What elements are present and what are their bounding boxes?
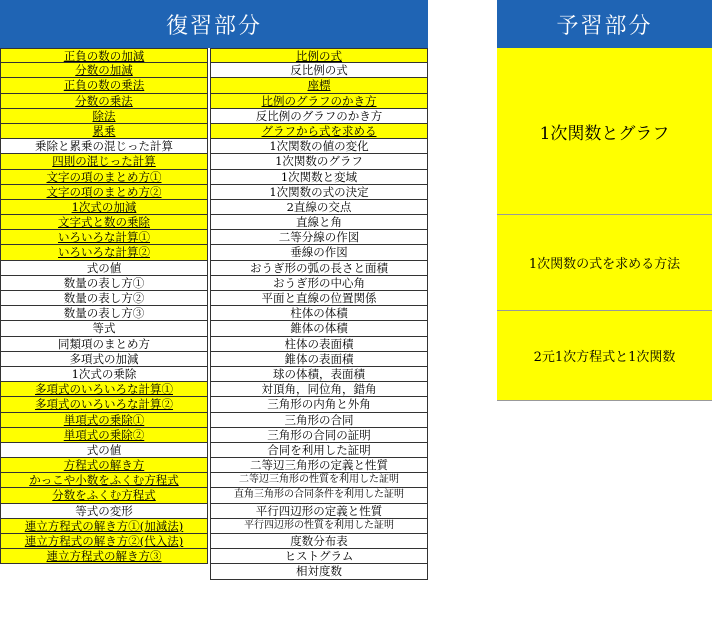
topic-label: 球の体積，表面積 [273, 366, 365, 381]
topic-row [210, 185, 428, 200]
topic-row [210, 564, 428, 579]
topic-row [210, 519, 428, 534]
topic-label: 平行四辺形の性質を利用した証明 [244, 519, 394, 531]
topic-row [210, 48, 428, 63]
topic-label: 数量の表し方① [63, 275, 145, 290]
topic-row [0, 488, 208, 503]
topic-row [210, 504, 428, 519]
topic-row [0, 519, 208, 534]
topic-row [0, 473, 208, 488]
topic-label: 多項式の加減 [69, 351, 139, 366]
topic-row [0, 139, 208, 154]
topic-label: 文字の項のまとめ方① [46, 169, 162, 184]
topic-row [0, 504, 208, 519]
topic-label: 連立方程式の解き方①(加減法) [24, 518, 184, 533]
topic-label: 1次関数と変域 [280, 169, 358, 184]
topic-label: 錐体の体積 [290, 321, 348, 336]
topic-row [0, 382, 208, 397]
review-column-middle [210, 48, 428, 580]
topic-label: 分数の乗法 [75, 93, 133, 108]
topic-row [0, 367, 208, 382]
topic-row [0, 352, 208, 367]
topic-label: 方程式の解き方 [63, 458, 145, 473]
topic-label: 二等辺三角形の定義と性質 [250, 458, 388, 473]
topic-label: 同類項のまとめ方 [58, 336, 150, 351]
topic-row [0, 458, 208, 473]
topic-label: 除法 [92, 108, 116, 123]
topic-row [0, 413, 208, 428]
topic-label: 三角形の合同の証明 [267, 427, 371, 442]
topic-row [210, 291, 428, 306]
topic-row [0, 443, 208, 458]
topic-row [0, 245, 208, 260]
topic-label: 平行四辺形の定義と性質 [255, 503, 383, 518]
topic-row [210, 170, 428, 185]
topic-label: 文字式と数の乗除 [58, 215, 150, 230]
topic-row [0, 185, 208, 200]
topic-row [0, 397, 208, 412]
topic-label: 錐体の表面積 [284, 351, 354, 366]
preview-section-header: 予習部分 [497, 0, 712, 48]
topic-label: 式の値 [86, 442, 122, 457]
topic-label: かっこや小数をふくむ方程式 [29, 473, 179, 488]
topic-label: 相対度数 [296, 564, 342, 579]
topic-label: 二等分線の作図 [278, 230, 360, 245]
topic-label: 多項式のいろいろな計算② [35, 397, 173, 412]
topic-row [210, 549, 428, 564]
topic-row [210, 109, 428, 124]
topic-row [0, 276, 208, 291]
topic-label: 三角形の内角と外角 [267, 397, 371, 412]
topic-row [210, 458, 428, 473]
topic-label: 1次関数のグラフ [275, 154, 363, 169]
topic-label: 直角三角形の合同条件を利用した証明 [234, 489, 404, 501]
topic-label: 反比例の式 [290, 63, 348, 78]
topic-label: 正負の数の加減 [63, 49, 145, 63]
topic-row [210, 382, 428, 397]
topic-label: 二等辺三角形の性質を利用した証明 [239, 474, 399, 486]
topic-row [210, 94, 428, 109]
topic-label: おうぎ形の中心角 [273, 275, 365, 290]
topic-row [0, 428, 208, 443]
topic-row [210, 124, 428, 139]
topic-row [0, 215, 208, 230]
topic-label: グラフから式を求める [261, 123, 377, 138]
topic-row [210, 337, 428, 352]
preview-item: 1次関数の式を求める方法 [497, 215, 712, 311]
topic-label: 四則の混じった計算 [52, 154, 156, 169]
topic-row [210, 306, 428, 321]
topic-label: 単項式の乗除① [63, 412, 145, 427]
preview-item: 1次関数とグラフ [497, 48, 712, 215]
topic-row [0, 170, 208, 185]
topic-label: 対頂角，同位角，錯角 [261, 382, 377, 397]
topic-row [210, 139, 428, 154]
preview-item: 2元1次方程式と1次関数 [497, 311, 712, 401]
topic-label: 1次関数の値の変化 [269, 139, 369, 154]
topic-label: 乗除と累乗の混じった計算 [35, 139, 173, 154]
review-section-header: 復習部分 [0, 0, 428, 48]
topic-row [210, 473, 428, 488]
topic-row [210, 245, 428, 260]
topic-label: 式の値 [86, 260, 122, 275]
topic-label: 文字の項のまとめ方② [46, 184, 162, 199]
topic-row [0, 109, 208, 124]
topic-label: いろいろな計算② [58, 245, 150, 260]
topic-row [210, 321, 428, 336]
topic-label: 単項式の乗除② [63, 427, 145, 442]
topic-label: いろいろな計算① [58, 230, 150, 245]
topic-row [0, 200, 208, 215]
topic-label: 柱体の体積 [290, 306, 348, 321]
topic-row [210, 352, 428, 367]
topic-row [210, 154, 428, 169]
topic-label: 連立方程式の解き方③ [46, 549, 162, 564]
topic-label: 平面と直線の位置関係 [261, 291, 377, 305]
topic-label: 累乗 [92, 123, 116, 138]
topic-row [0, 154, 208, 169]
topic-label: ヒストグラム [284, 549, 354, 564]
topic-row [0, 63, 208, 78]
topic-label: 1次式の加減 [71, 199, 137, 214]
topic-label: 分数の加減 [75, 63, 133, 78]
topic-row [210, 428, 428, 443]
topic-row [210, 215, 428, 230]
topic-label: 度数分布表 [290, 534, 348, 548]
preview-column [497, 48, 712, 401]
topic-row [0, 261, 208, 276]
topic-row [0, 321, 208, 336]
topic-label: 連立方程式の解き方②(代入法) [24, 534, 184, 548]
topic-row [0, 124, 208, 139]
topic-label: 合同を利用した証明 [267, 442, 371, 457]
topic-label: 1次式の乗除 [71, 366, 137, 381]
topic-label: 多項式のいろいろな計算① [35, 382, 173, 397]
topic-label: 比例の式 [296, 49, 342, 63]
topic-row [210, 443, 428, 458]
topic-label: 等式の変形 [75, 503, 133, 518]
topic-label: 三角形の合同 [284, 412, 354, 427]
review-column-left [0, 48, 208, 564]
topic-row [0, 291, 208, 306]
topic-row [210, 397, 428, 412]
topic-label: 等式 [92, 321, 116, 336]
topic-row [0, 78, 208, 93]
topic-label: おうぎ形の弧の長さと面積 [250, 260, 388, 275]
topic-row [210, 367, 428, 382]
topic-label: 分数をふくむ方程式 [52, 488, 156, 503]
topic-label: 数量の表し方③ [63, 306, 145, 321]
topic-label: 座標 [307, 78, 331, 93]
topic-label: 比例のグラフのかき方 [261, 93, 377, 108]
topic-label: 正負の数の乗法 [63, 78, 145, 93]
topic-label: 柱体の表面積 [284, 336, 354, 351]
topic-row [210, 63, 428, 78]
topic-row [0, 534, 208, 549]
topic-row [0, 337, 208, 352]
topic-row [0, 94, 208, 109]
topic-label: 2直線の交点 [286, 199, 352, 214]
topic-row [210, 261, 428, 276]
topic-label: 1次関数の式の決定 [269, 184, 369, 199]
topic-row [0, 306, 208, 321]
topic-row [210, 200, 428, 215]
topic-row [210, 78, 428, 93]
topic-label: 垂線の作図 [290, 245, 348, 260]
topic-label: 直線と角 [296, 215, 342, 230]
topic-row [0, 230, 208, 245]
topic-label: 数量の表し方② [63, 291, 145, 305]
topic-row [210, 534, 428, 549]
topic-row [210, 230, 428, 245]
topic-row [210, 413, 428, 428]
topic-row [0, 48, 208, 63]
topic-label: 反比例のグラフのかき方 [255, 108, 383, 123]
topic-row [210, 276, 428, 291]
topic-row [210, 488, 428, 503]
topic-row [0, 549, 208, 564]
